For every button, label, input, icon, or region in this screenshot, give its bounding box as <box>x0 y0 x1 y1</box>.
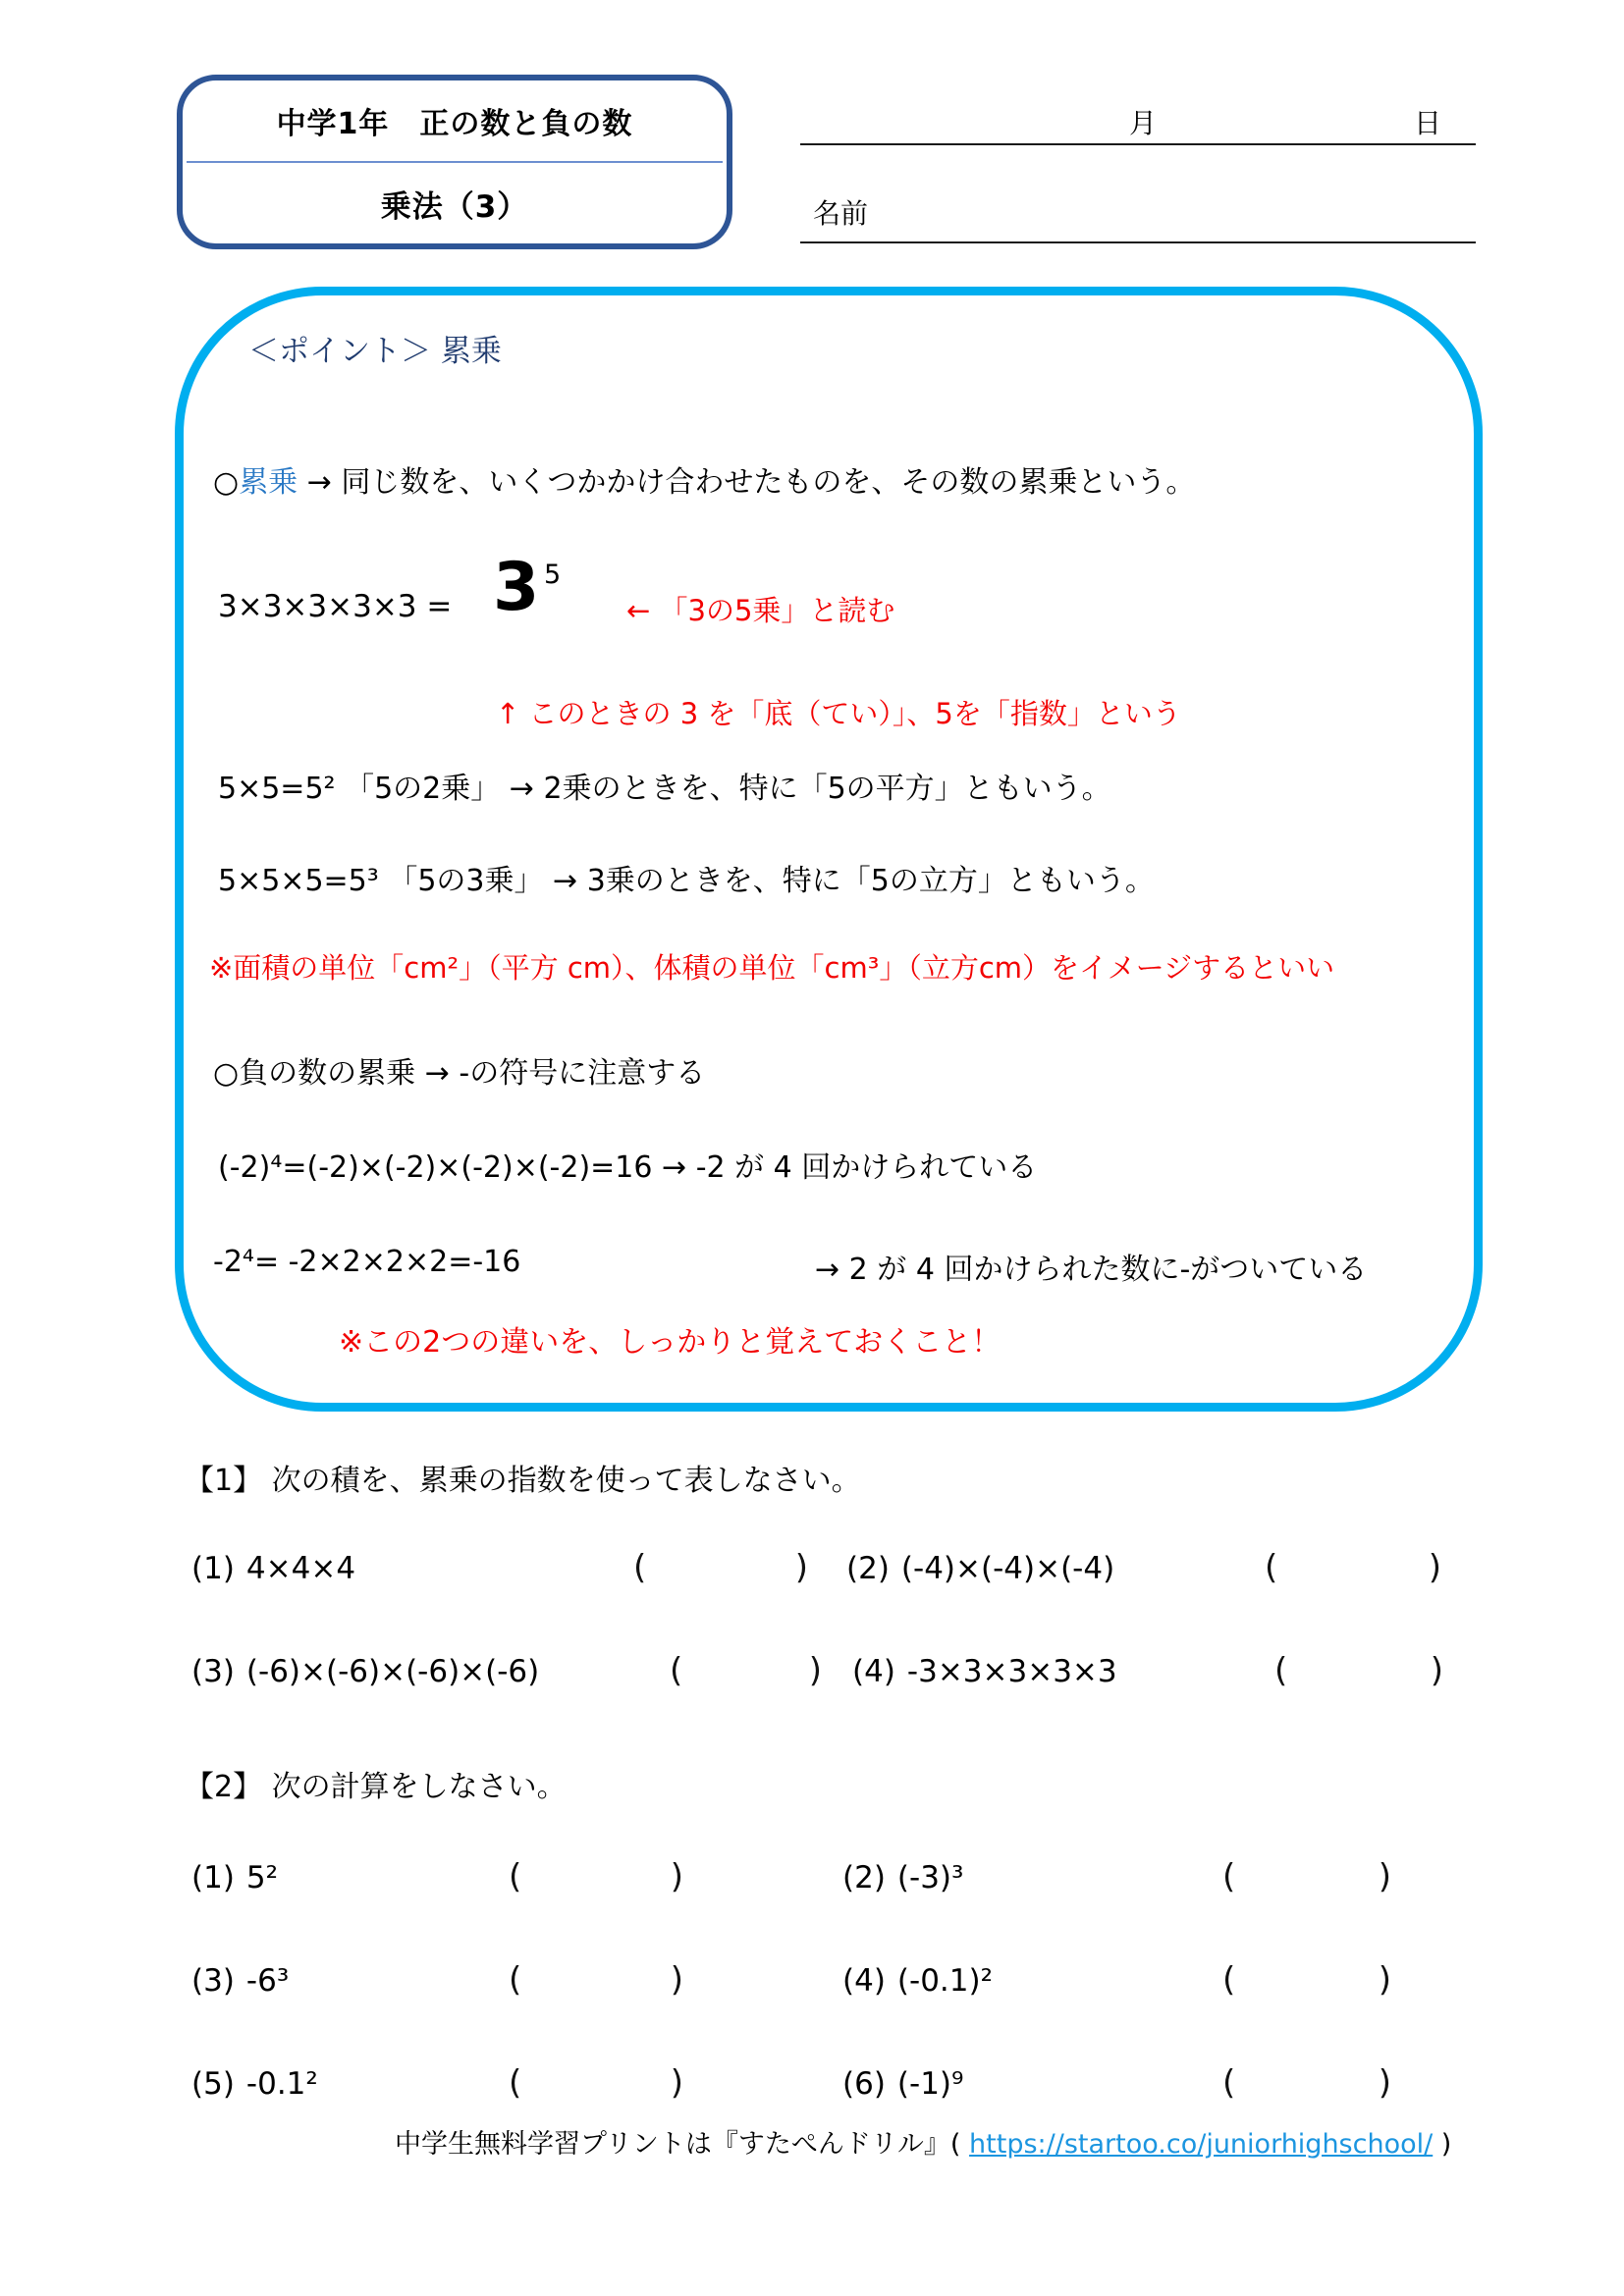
item-expression: (-4)×(-4)×(-4) <box>900 1551 1115 1586</box>
answer-blank <box>1274 1651 1443 1690</box>
paren-open: ( <box>1222 2063 1236 2103</box>
item-expression: -3×3×3×3×3 <box>906 1654 1117 1689</box>
power-equation-left: 3×3×3×3×3 = <box>218 589 453 624</box>
paren-open: ( <box>633 1548 647 1587</box>
name-label: 名前 <box>813 197 869 230</box>
item-expression: -0.1² <box>245 2066 318 2102</box>
item-number: (6) <box>842 2066 886 2102</box>
footer-prefix: 中学生無料学習プリントは『すたぺんドリル』( <box>395 2129 970 2160</box>
item-number: (2) <box>846 1551 890 1586</box>
paren-close: ) <box>1378 2063 1391 2103</box>
problem-item <box>191 1963 289 1999</box>
negative-power-example-2: -2⁴= -2×2×2×2=-16 <box>213 1245 521 1279</box>
paren-close: ) <box>670 2063 683 2103</box>
day-label: 日 <box>1414 107 1442 139</box>
item-expression: 5² <box>245 1860 279 1896</box>
power-definition-term: 累乗 <box>239 465 298 500</box>
paren-close: ) <box>670 1857 683 1896</box>
paren-open: ( <box>1222 1857 1236 1896</box>
footer-link[interactable]: https://startoo.co/juniorhighschool/ <box>969 2129 1434 2160</box>
negative-power-example-1: (-2)⁴=(-2)×(-2)×(-2)×(-2)=16 → -2 が 4 回かけられている <box>218 1150 1038 1185</box>
section1-heading: 【1】 次の積を、累乗の指数を使って表しなさい。 <box>185 1464 861 1498</box>
item-expression: (-3)³ <box>896 1860 964 1896</box>
header-grade-title: 中学1年 正の数と負の数 <box>276 107 633 141</box>
power-definition-circle: ○ <box>213 465 240 500</box>
paren-open: ( <box>509 1960 522 2000</box>
answer-blank <box>1222 1960 1391 2000</box>
problem-item <box>191 2066 318 2102</box>
footer-text <box>395 2122 1451 2161</box>
footer-suffix: ) <box>1433 2129 1452 2160</box>
power-terminology-note: ↑ このときの 3 を「底（てい）」、5を「指数」という <box>496 697 1181 730</box>
item-expression: (-1)⁹ <box>896 2066 964 2102</box>
power-reading-note: ← 「3の5乗」と読む <box>626 594 895 627</box>
problem-item <box>842 1963 993 1999</box>
item-expression: (-0.1)² <box>896 1963 994 1999</box>
difference-warning-note: ※この2つの違いを、しっかりと覚えておくこと！ <box>339 1325 1001 1360</box>
paren-close: ) <box>794 1548 808 1587</box>
paren-close: ) <box>808 1651 822 1690</box>
answer-blank <box>1222 1857 1391 1896</box>
cube-example-line: 5×5×5=5³ 「5の3乗」 → 3乗のときを、特に「5の立方」ともいう。 <box>218 864 1155 898</box>
answer-blank <box>509 2063 683 2103</box>
paren-close: ) <box>1430 1651 1443 1690</box>
paren-close: ) <box>1378 1960 1391 2000</box>
problem-item <box>842 2066 963 2102</box>
paren-open: ( <box>509 2063 522 2103</box>
item-number: (3) <box>191 1654 235 1689</box>
negative-power-example-2-note: → 2 が 4 回かけられた数に-がついている <box>815 1253 1368 1287</box>
power-equation-exponent: 5 <box>544 560 562 590</box>
answer-blank <box>1222 2063 1391 2103</box>
answer-blank <box>509 1960 683 2000</box>
unit-note: ※面積の単位「cm²」（平方 cm）、体積の単位「cm³」（立方cm）をイメージするといい <box>209 951 1335 985</box>
header-sheet-title: 乗法（3） <box>380 188 529 225</box>
answer-blank <box>670 1651 822 1690</box>
header-box <box>177 75 732 249</box>
month-label: 月 <box>1129 107 1158 139</box>
point-box <box>175 287 1483 1412</box>
problem-item <box>191 1860 278 1896</box>
item-number: (5) <box>191 2066 235 2102</box>
section2-heading: 【2】 次の計算をしなさい。 <box>185 1770 567 1804</box>
paren-open: ( <box>1222 1960 1236 2000</box>
paren-open: ( <box>509 1857 522 1896</box>
answer-blank <box>633 1548 808 1587</box>
item-expression: -6³ <box>245 1963 290 1999</box>
answer-blank <box>1265 1548 1441 1587</box>
paren-open: ( <box>1274 1651 1288 1690</box>
problem-item <box>852 1654 1117 1689</box>
item-number: (4) <box>842 1963 886 1999</box>
paren-open: ( <box>1265 1548 1278 1587</box>
problem-item <box>191 1551 355 1586</box>
paren-close: ) <box>670 1960 683 2000</box>
item-number: (4) <box>852 1654 895 1689</box>
negative-power-heading: ○負の数の累乗 → -の符号に注意する <box>213 1056 706 1091</box>
item-expression: (-6)×(-6)×(-6)×(-6) <box>245 1654 540 1689</box>
item-number: (2) <box>842 1860 886 1896</box>
item-expression: 4×4×4 <box>245 1551 356 1586</box>
paren-close: ) <box>1378 1857 1391 1896</box>
square-example-line: 5×5=5² 「5の2乗」 → 2乗のときを、特に「5の平方」ともいう。 <box>218 772 1111 806</box>
problem-item <box>191 1654 539 1689</box>
power-definition <box>213 457 1195 501</box>
answer-blank <box>509 1857 683 1896</box>
paren-close: ) <box>1428 1548 1441 1587</box>
item-number: (1) <box>191 1860 235 1896</box>
power-definition-text: → 同じ数を、いくつかかけ合わせたものを、その数の累乗という。 <box>298 465 1196 500</box>
item-number: (3) <box>191 1963 235 1999</box>
problem-item <box>842 1860 963 1896</box>
item-number: (1) <box>191 1551 235 1586</box>
paren-open: ( <box>670 1651 683 1690</box>
name-line <box>800 241 1476 243</box>
point-title: ＜ポイント＞ 累乗 <box>248 334 502 369</box>
date-line <box>800 143 1476 145</box>
power-equation-base: 3 <box>493 549 540 626</box>
problem-item <box>846 1551 1114 1586</box>
